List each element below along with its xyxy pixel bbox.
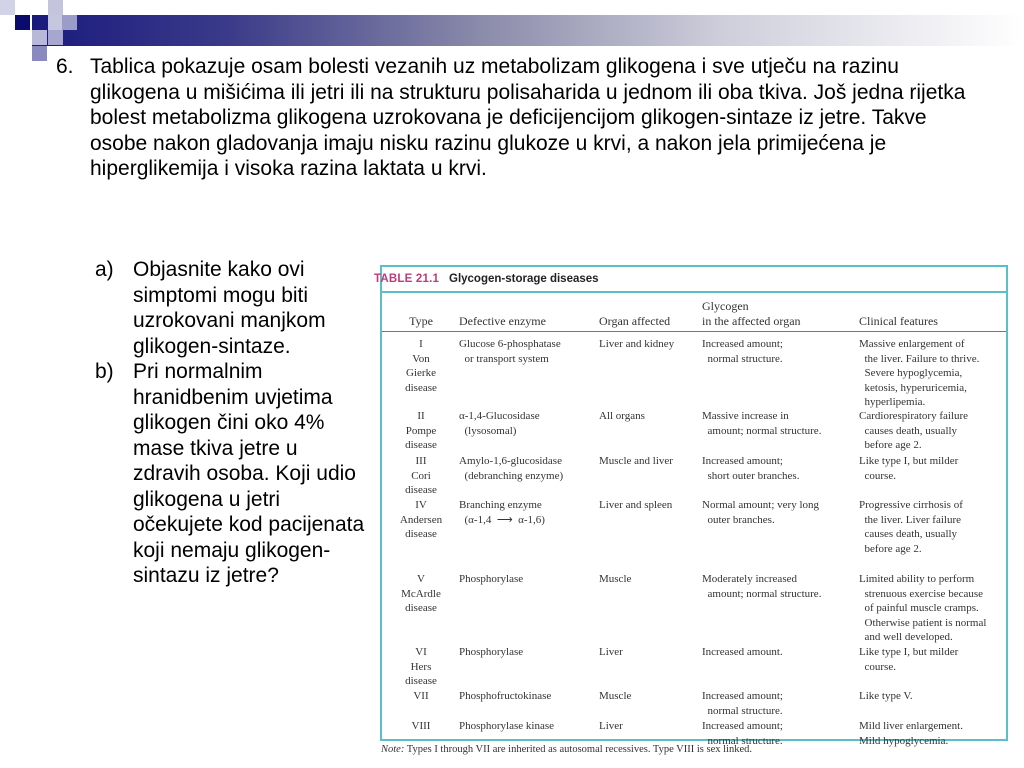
- question-number: 6.: [56, 55, 74, 78]
- cell-type: I Von Gierke disease: [405, 338, 437, 394]
- subquestion-text: Pri normalnim hranidbenim uvjetima glikogen čini oko 4% mase tkiva jetre u zdravih osoba. Koji udio glikogena u jetri očekujete kod pacijenata koji nemaju glikogen-sintazu iz jetre?: [133, 360, 365, 587]
- cell-enzyme: α-1,4-Glucosidase (lysosomal): [459, 410, 540, 437]
- cell-type: VI Hers disease: [405, 646, 437, 687]
- header-clinical: Clinical features: [859, 314, 938, 328]
- table-header-row: [382, 293, 1006, 332]
- table-caption: [374, 265, 1008, 291]
- decor-square: [48, 0, 63, 15]
- cell-enzyme: Glucose 6-phosphatase or transport system: [459, 338, 561, 365]
- cell-enzyme: Branching enzyme (α-1,4 ⟶ α-1,6): [459, 499, 545, 526]
- cell-glycogen: Moderately increased amount; normal structure.: [702, 573, 822, 600]
- cell-organ: Liver and kidney: [599, 338, 675, 350]
- cell-type: II Pompe disease: [405, 410, 437, 451]
- note-label: Note:: [381, 744, 405, 755]
- table-note: [381, 744, 752, 755]
- cell-enzyme: Amylo-1,6-glucosidase (debranching enzyme): [459, 455, 564, 482]
- cell-clinical: Progressive cirrhosis of the liver. Liver failure causes death, usually before age 2.: [859, 499, 963, 555]
- cell-glycogen: Increased amount; normal structure.: [702, 338, 783, 365]
- cell-clinical: Massive enlargement of the liver. Failure to thrive. Severe hypoglycemia, ketosis, hyperuricemia, hyperlipemia.: [859, 338, 980, 408]
- cell-organ: Liver and spleen: [599, 499, 673, 511]
- question-6: [56, 54, 986, 182]
- cell-clinical: Cardiorespiratory failure causes death, usually before age 2.: [859, 410, 969, 451]
- cell-clinical: Limited ability to perform strenuous exercise because of painful muscle cramps. Otherwise patient is normal and well developed.: [859, 573, 987, 643]
- decor-square: [15, 15, 30, 30]
- header-glycogen: Glycogen in the affected organ: [702, 299, 801, 328]
- cell-clinical: Like type V.: [859, 690, 913, 702]
- cell-organ: All organs: [599, 410, 645, 422]
- header-gradient-bar: [32, 15, 1024, 46]
- cell-organ: Muscle: [599, 690, 632, 702]
- subquestion-a: [95, 257, 365, 359]
- cell-glycogen: Normal amount; very long outer branches.: [702, 499, 820, 526]
- cell-organ: Muscle and liver: [599, 455, 673, 467]
- cell-type: VIII: [411, 720, 431, 732]
- decor-square: [62, 15, 77, 30]
- glycogen-storage-table: [374, 265, 1008, 747]
- question-text: Tablica pokazuje osam bolesti vezanih uz metabolizam glikogena i sve utječu na razinu glikogena u mišićima ili jetri ili na strukturu polisaharida u jednom ili oba tkiva. Još jedna rijetka bolest metabolizma glikogena uzrokovana je deficijencijom glikogen-sintaze iz jetre. Takve osobe nakon gladovanja imaju nisku razinu glukoze u krvi, a nakon jela primijećena je hiperglikemija i visoka razina laktata u krvi.: [90, 55, 966, 180]
- header-enzyme: Defective enzyme: [459, 314, 546, 328]
- cell-glycogen: Increased amount; short outer branches.: [702, 455, 800, 482]
- cell-enzyme: Phosphorylase: [459, 646, 524, 658]
- cell-enzyme: Phosphorylase kinase: [459, 720, 555, 732]
- decor-square: [32, 30, 47, 45]
- cell-type: V McArdle disease: [401, 573, 441, 614]
- decor-square: [48, 15, 63, 30]
- subquestion-list: [95, 257, 365, 589]
- cell-clinical: Mild liver enlargement. Mild hypoglycemia.: [859, 720, 963, 747]
- cell-clinical: Like type I, but milder course.: [859, 455, 959, 482]
- header-type: Type: [409, 314, 433, 328]
- cell-glycogen: Increased amount; normal structure.: [702, 690, 783, 717]
- table-body: [380, 291, 1008, 747]
- cell-type: IV Andersen disease: [399, 499, 443, 540]
- table-number: TABLE 21.1: [374, 273, 440, 285]
- cell-glycogen: Massive increase in amount; normal structure.: [702, 410, 822, 437]
- table-title: Glycogen-storage diseases: [449, 273, 599, 285]
- subquestion-label: a): [95, 258, 114, 281]
- cell-enzyme: Phosphofructokinase: [459, 690, 552, 702]
- cell-clinical: Like type I, but milder course.: [859, 646, 959, 673]
- note-text: Types I through VII are inherited as autosomal recessives. Type VIII is sex linked.: [404, 744, 752, 755]
- cell-type: VII: [413, 690, 429, 702]
- cell-type: III Cori disease: [405, 455, 437, 496]
- subquestion-label: b): [95, 360, 114, 383]
- cell-glycogen: Increased amount; normal structure.: [702, 720, 783, 747]
- decor-square: [0, 0, 15, 15]
- subquestion-text: Objasnite kako ovi simptomi mogu biti uzrokovani manjkom glikogen-sintaze.: [133, 258, 326, 358]
- cell-organ: Liver: [599, 720, 623, 732]
- decor-square: [32, 46, 47, 61]
- subquestion-b: [95, 359, 365, 589]
- cell-glycogen: Increased amount.: [702, 646, 783, 658]
- decor-square: [48, 30, 63, 45]
- header-organ: Organ affected: [599, 314, 671, 328]
- cell-organ: Muscle: [599, 573, 632, 585]
- cell-enzyme: Phosphorylase: [459, 573, 524, 585]
- cell-organ: Liver: [599, 646, 623, 658]
